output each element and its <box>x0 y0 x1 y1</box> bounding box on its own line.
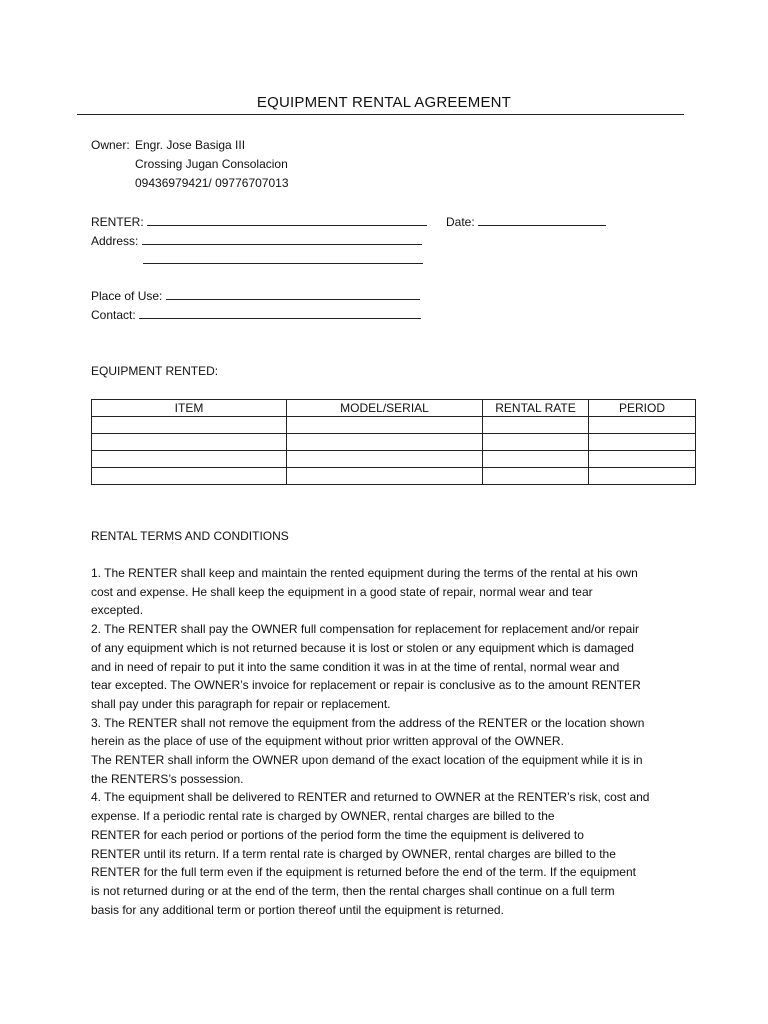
table-cell[interactable] <box>287 417 483 434</box>
date-blank[interactable] <box>478 214 606 226</box>
terms-line: excepted. <box>91 603 144 618</box>
table-header-row <box>92 400 696 417</box>
owner-phones: 09436979421/ 09776707013 <box>135 176 289 190</box>
address-field <box>91 233 422 249</box>
table-row <box>92 417 696 434</box>
terms-body <box>91 564 691 919</box>
terms-line: RENTER for each period or portions of the period form the time the equipment is delivered to <box>91 827 584 842</box>
equipment-table <box>91 399 696 485</box>
table-cell[interactable] <box>589 451 696 468</box>
terms-line: and in need of repair to put it into the same condition it was in at the time of rental, normal wear and <box>91 659 620 674</box>
contact-field <box>91 307 421 323</box>
address-label: Address: <box>91 234 139 248</box>
terms-line: 3. The RENTER shall not remove the equipment from the address of the RENTER or the location shown <box>91 715 645 730</box>
column-header-rental-rate: RENTAL RATE <box>483 400 589 417</box>
table-cell[interactable] <box>483 417 589 434</box>
contact-label: Contact: <box>91 308 136 322</box>
renter-label: RENTER: <box>91 215 144 229</box>
table-cell[interactable] <box>287 451 483 468</box>
table-cell[interactable] <box>287 434 483 451</box>
place-of-use-blank[interactable] <box>166 288 420 300</box>
table-cell[interactable] <box>92 468 287 485</box>
table-cell[interactable] <box>92 451 287 468</box>
terms-line: The RENTER shall inform the OWNER upon demand of the exact location of the equipment while it is in <box>91 753 643 768</box>
terms-line: the RENTERS’s possession. <box>91 771 244 786</box>
terms-line: basis for any additional term or portion thereof until the equipment is returned. <box>91 902 504 917</box>
terms-line: is not returned during or at the end of the term, then the rental charges shall continue on a full term <box>91 883 615 898</box>
title-underline <box>77 114 684 115</box>
terms-line: shall pay under this paragraph for repair or replacement. <box>91 696 391 711</box>
column-header-item: ITEM <box>92 400 287 417</box>
table-cell[interactable] <box>483 468 589 485</box>
column-header-model-serial: MODEL/SERIAL <box>287 400 483 417</box>
table-cell[interactable] <box>483 434 589 451</box>
owner-name: Engr. Jose Basiga III <box>135 138 246 152</box>
renter-blank[interactable] <box>147 214 427 226</box>
terms-line: expense. If a periodic rental rate is charged by OWNER, rental charges are billed to the <box>91 809 555 824</box>
date-field <box>446 214 606 230</box>
table-cell[interactable] <box>92 434 287 451</box>
table-cell[interactable] <box>483 451 589 468</box>
owner-label: Owner: <box>91 138 130 152</box>
address-blank-1[interactable] <box>142 233 422 245</box>
table-row <box>92 468 696 485</box>
table-cell[interactable] <box>589 434 696 451</box>
contact-blank[interactable] <box>139 307 421 319</box>
renter-field <box>91 214 427 230</box>
column-header-period: PERIOD <box>589 400 696 417</box>
equipment-heading: EQUIPMENT RENTED: <box>91 364 219 378</box>
terms-line: cost and expense. He shall keep the equipment in a good state of repair, normal wear and tear <box>91 584 593 599</box>
table-row <box>92 434 696 451</box>
terms-line: RENTER until its return. If a term rental rate is charged by OWNER, rental charges are billed to the <box>91 846 616 861</box>
terms-line: 2. The RENTER shall pay the OWNER full compensation for replacement for replacement and/or repair <box>91 622 640 637</box>
terms-line: tear excepted. The OWNER’s invoice for replacement or repair is conclusive as to the amount RENTER <box>91 678 641 693</box>
terms-heading: RENTAL TERMS AND CONDITIONS <box>91 529 289 543</box>
address-field-line-2 <box>143 252 423 268</box>
terms-line: RENTER for the full term even if the equipment is returned before the end of the term. If the equipment <box>91 865 636 880</box>
table-cell[interactable] <box>589 468 696 485</box>
table-cell[interactable] <box>287 468 483 485</box>
table-cell[interactable] <box>92 417 287 434</box>
terms-line: herein as the place of use of the equipment without prior written approval of the OWNER. <box>91 734 564 749</box>
address-blank-2[interactable] <box>143 252 423 264</box>
terms-line: of any equipment which is not returned because it is lost or stolen or any equipment which is damaged <box>91 640 634 655</box>
owner-address: Crossing Jugan Consolacion <box>135 157 288 171</box>
place-of-use-field <box>91 288 420 304</box>
terms-line: 1. The RENTER shall keep and maintain the rented equipment during the terms of the rental at his own <box>91 566 638 580</box>
table-cell[interactable] <box>589 417 696 434</box>
terms-line: 4. The equipment shall be delivered to RENTER and returned to OWNER at the RENTER’s risk, cost and <box>91 790 650 805</box>
table-row <box>92 451 696 468</box>
document-title: EQUIPMENT RENTAL AGREEMENT <box>256 94 512 111</box>
date-label: Date: <box>446 215 475 229</box>
place-of-use-label: Place of Use: <box>91 289 163 303</box>
